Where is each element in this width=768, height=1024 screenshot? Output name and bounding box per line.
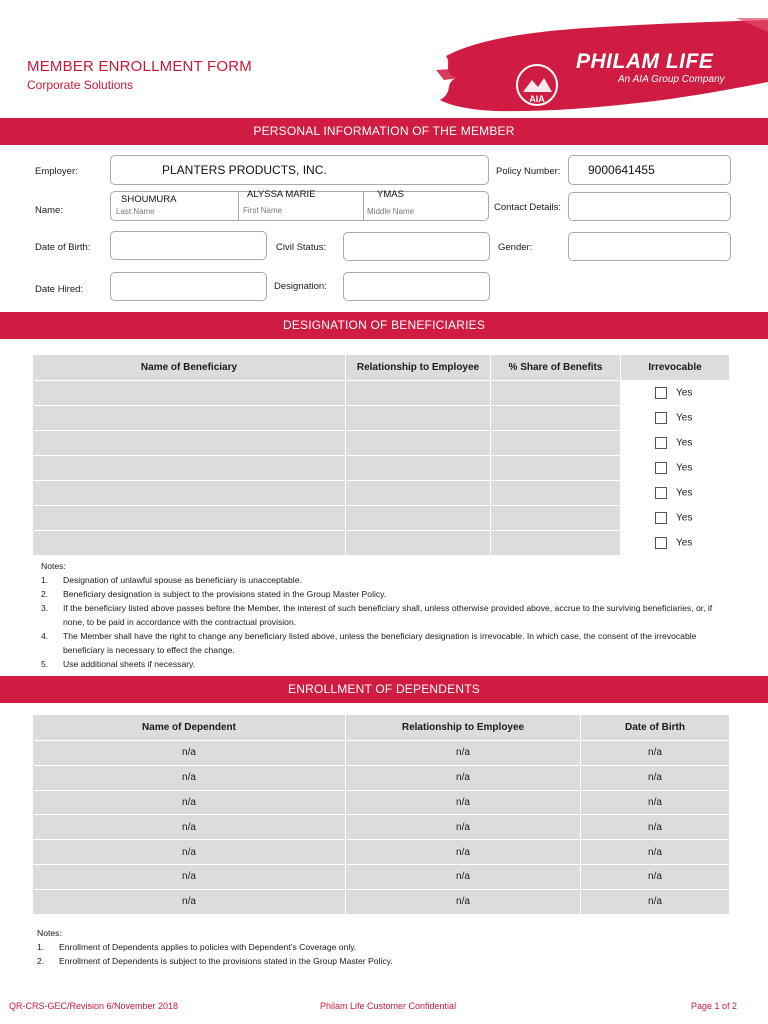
note-item bbox=[41, 573, 721, 587]
beneficiary-name-cell[interactable] bbox=[33, 506, 346, 531]
beneficiary-name-cell[interactable] bbox=[33, 456, 346, 481]
first-name-value: ALYSSA MARIE bbox=[247, 189, 316, 200]
column-header-share: % Share of Benefits bbox=[491, 355, 621, 381]
dependents-table bbox=[33, 715, 730, 915]
policy-number-value: 9000641455 bbox=[588, 163, 655, 177]
relationship-cell[interactable] bbox=[346, 406, 491, 431]
share-cell[interactable] bbox=[491, 406, 621, 431]
name-divider bbox=[363, 192, 364, 220]
table-header-row bbox=[33, 355, 730, 381]
irrevocable-checkbox[interactable] bbox=[655, 462, 667, 474]
employer-label: Employer: bbox=[35, 166, 78, 177]
dependent-relationship-cell[interactable]: n/a bbox=[346, 766, 581, 791]
share-cell[interactable] bbox=[491, 481, 621, 506]
relationship-cell[interactable] bbox=[346, 381, 491, 406]
dependent-name-cell[interactable]: n/a bbox=[33, 865, 346, 890]
date-hired-label: Date Hired: bbox=[35, 284, 84, 295]
dependent-dob-cell[interactable]: n/a bbox=[581, 741, 730, 766]
share-cell[interactable] bbox=[491, 381, 621, 406]
irrevocable-cell bbox=[621, 406, 730, 431]
dependent-notes bbox=[37, 926, 717, 968]
irrevocable-yes-label: Yes bbox=[676, 387, 693, 399]
middle-name-hint: Middle Name bbox=[367, 207, 415, 216]
relationship-cell[interactable] bbox=[346, 531, 491, 556]
column-header-name-of-beneficiary: Name of Beneficiary bbox=[33, 355, 346, 381]
note-item bbox=[41, 587, 721, 601]
note-number: 3. bbox=[41, 603, 49, 613]
note-number: 1. bbox=[37, 942, 45, 952]
dependent-name-cell[interactable]: n/a bbox=[33, 791, 346, 816]
irrevocable-cell bbox=[621, 531, 730, 556]
last-name-value: SHOUMURA bbox=[121, 194, 177, 205]
beneficiary-name-cell[interactable] bbox=[33, 481, 346, 506]
table-row bbox=[33, 766, 730, 791]
dependent-relationship-cell[interactable]: n/a bbox=[346, 741, 581, 766]
dependent-name-cell[interactable]: n/a bbox=[33, 840, 346, 865]
middle-name-value: YMAS bbox=[377, 189, 404, 200]
dependent-relationship-cell[interactable]: n/a bbox=[346, 840, 581, 865]
note-text: The Member shall have the right to change any beneficiary listed above, unless the beneficiary designation is irrevocable. In which case, the consent of the irrevocable beneficiary is necessary to effect the change. bbox=[63, 631, 697, 655]
notes-title: Notes: bbox=[37, 928, 62, 938]
contact-details-field[interactable] bbox=[568, 192, 731, 221]
dependent-dob-cell[interactable]: n/a bbox=[581, 865, 730, 890]
brand-tagline: An AIA Group Company bbox=[618, 74, 725, 85]
footer-page-number: Page 1 of 2 bbox=[691, 1001, 738, 1011]
table-row bbox=[33, 531, 730, 556]
dependent-name-cell[interactable]: n/a bbox=[33, 815, 346, 840]
gender-label: Gender: bbox=[498, 242, 533, 253]
section-bar-dependents: ENROLLMENT OF DEPENDENTS bbox=[0, 676, 768, 703]
note-item bbox=[37, 954, 717, 968]
share-cell[interactable] bbox=[491, 506, 621, 531]
table-row bbox=[33, 506, 730, 531]
name-field-group[interactable] bbox=[110, 191, 489, 221]
table-row bbox=[33, 865, 730, 890]
policy-number-label: Policy Number: bbox=[496, 166, 561, 177]
column-header-name-of-dependent: Name of Dependent bbox=[33, 715, 346, 741]
column-header-date-of-birth: Date of Birth bbox=[581, 715, 730, 741]
last-name-hint: Last Name bbox=[116, 207, 155, 216]
beneficiary-name-cell[interactable] bbox=[33, 531, 346, 556]
date-of-birth-field[interactable] bbox=[110, 231, 267, 260]
table-row bbox=[33, 481, 730, 506]
irrevocable-cell bbox=[621, 431, 730, 456]
relationship-cell[interactable] bbox=[346, 431, 491, 456]
note-text: Enrollment of Dependents is subject to the provisions stated in the Group Master Policy. bbox=[59, 956, 393, 966]
irrevocable-yes-label: Yes bbox=[676, 462, 693, 474]
dependent-relationship-cell[interactable]: n/a bbox=[346, 890, 581, 915]
beneficiary-name-cell[interactable] bbox=[33, 431, 346, 456]
note-number: 2. bbox=[41, 589, 49, 599]
table-row bbox=[33, 406, 730, 431]
contact-details-label: Contact Details: bbox=[494, 202, 562, 213]
irrevocable-yes-label: Yes bbox=[676, 437, 693, 449]
irrevocable-checkbox[interactable] bbox=[655, 512, 667, 524]
table-row bbox=[33, 431, 730, 456]
irrevocable-yes-label: Yes bbox=[676, 512, 693, 524]
share-cell[interactable] bbox=[491, 531, 621, 556]
form-title: MEMBER ENROLLMENT FORM bbox=[27, 58, 252, 75]
form-subtitle: Corporate Solutions bbox=[27, 78, 134, 92]
note-item bbox=[41, 601, 721, 629]
relationship-cell[interactable] bbox=[346, 481, 491, 506]
gender-field[interactable] bbox=[568, 232, 731, 261]
civil-status-label: Civil Status: bbox=[276, 242, 327, 253]
section-bar-personal-info: PERSONAL INFORMATION OF THE MEMBER bbox=[0, 118, 768, 145]
beneficiary-name-cell[interactable] bbox=[33, 381, 346, 406]
column-header-relationship: Relationship to Employee bbox=[346, 355, 491, 381]
dependent-dob-cell[interactable]: n/a bbox=[581, 840, 730, 865]
notes-title: Notes: bbox=[41, 561, 66, 571]
table-header-row bbox=[33, 715, 730, 741]
irrevocable-yes-label: Yes bbox=[676, 487, 693, 499]
table-row bbox=[33, 456, 730, 481]
beneficiary-name-cell[interactable] bbox=[33, 406, 346, 431]
designation-field[interactable] bbox=[343, 272, 490, 301]
dependent-dob-cell[interactable]: n/a bbox=[581, 890, 730, 915]
dependent-name-cell[interactable]: n/a bbox=[33, 741, 346, 766]
dependent-relationship-cell[interactable]: n/a bbox=[346, 865, 581, 890]
note-text: Enrollment of Dependents applies to policies with Dependent’s Coverage only. bbox=[59, 942, 357, 952]
date-of-birth-label: Date of Birth: bbox=[35, 242, 91, 253]
note-item bbox=[41, 657, 721, 671]
table-row bbox=[33, 741, 730, 766]
brand-banner bbox=[436, 18, 768, 113]
table-row bbox=[33, 791, 730, 816]
dependent-dob-cell[interactable]: n/a bbox=[581, 766, 730, 791]
relationship-cell[interactable] bbox=[346, 506, 491, 531]
irrevocable-checkbox[interactable] bbox=[655, 412, 667, 424]
irrevocable-checkbox[interactable] bbox=[655, 487, 667, 499]
relationship-cell[interactable] bbox=[346, 456, 491, 481]
column-header-relationship: Relationship to Employee bbox=[346, 715, 581, 741]
irrevocable-checkbox[interactable] bbox=[655, 387, 667, 399]
footer-revision: QR-CRS-GEC/Revision 6/November 2018 bbox=[9, 1001, 179, 1011]
note-item bbox=[37, 940, 717, 954]
name-label: Name: bbox=[35, 205, 63, 216]
employer-value: PLANTERS PRODUCTS, INC. bbox=[162, 163, 327, 177]
civil-status-field[interactable] bbox=[343, 232, 490, 261]
irrevocable-cell bbox=[621, 481, 730, 506]
share-cell[interactable] bbox=[491, 456, 621, 481]
note-number: 5. bbox=[41, 659, 49, 669]
designation-label: Designation: bbox=[274, 281, 327, 292]
beneficiary-notes bbox=[41, 559, 721, 671]
irrevocable-checkbox[interactable] bbox=[655, 437, 667, 449]
irrevocable-cell bbox=[621, 381, 730, 406]
note-text: Designation of unlawful spouse as beneficiary is unacceptable. bbox=[63, 575, 302, 585]
date-hired-field[interactable] bbox=[110, 272, 267, 301]
irrevocable-cell bbox=[621, 456, 730, 481]
table-row bbox=[33, 840, 730, 865]
table-row bbox=[33, 381, 730, 406]
dependent-dob-cell[interactable]: n/a bbox=[581, 815, 730, 840]
table-row bbox=[33, 890, 730, 915]
irrevocable-yes-label: Yes bbox=[676, 412, 693, 424]
irrevocable-checkbox[interactable] bbox=[655, 537, 667, 549]
note-item bbox=[41, 629, 721, 657]
first-name-hint: First Name bbox=[243, 206, 283, 215]
employer-field[interactable] bbox=[110, 155, 489, 185]
aia-logo-icon bbox=[514, 62, 560, 108]
note-text: Beneficiary designation is subject to the provisions stated in the Group Master Policy. bbox=[63, 589, 387, 599]
dependent-name-cell[interactable]: n/a bbox=[33, 890, 346, 915]
note-number: 2. bbox=[37, 956, 45, 966]
aia-logo-text: AIA bbox=[529, 94, 545, 104]
note-number: 1. bbox=[41, 575, 49, 585]
name-divider bbox=[238, 192, 239, 220]
policy-number-field[interactable] bbox=[568, 155, 731, 185]
table-row bbox=[33, 815, 730, 840]
irrevocable-cell bbox=[621, 506, 730, 531]
brand-name: PHILAM LIFE bbox=[576, 50, 714, 73]
section-bar-beneficiaries: DESIGNATION OF BENEFICIARIES bbox=[0, 312, 768, 339]
footer-confidential: Philam Life Customer Confidential bbox=[320, 1001, 457, 1011]
dependent-relationship-cell[interactable]: n/a bbox=[346, 791, 581, 816]
dependent-name-cell[interactable]: n/a bbox=[33, 766, 346, 791]
irrevocable-yes-label: Yes bbox=[676, 537, 693, 549]
beneficiaries-table bbox=[33, 355, 730, 556]
dependent-relationship-cell[interactable]: n/a bbox=[346, 815, 581, 840]
share-cell[interactable] bbox=[491, 431, 621, 456]
column-header-irrevocable: Irrevocable bbox=[621, 355, 730, 381]
note-text: Use additional sheets if necessary. bbox=[63, 659, 196, 669]
dependent-dob-cell[interactable]: n/a bbox=[581, 791, 730, 816]
note-number: 4. bbox=[41, 631, 49, 641]
note-text: If the beneficiary listed above passes before the Member, the interest of such beneficiary shall, unless otherwise provided above, accrue to the surviving beneficiaries, or, if none, to be paid in accordance with the contractual provision. bbox=[63, 603, 713, 627]
